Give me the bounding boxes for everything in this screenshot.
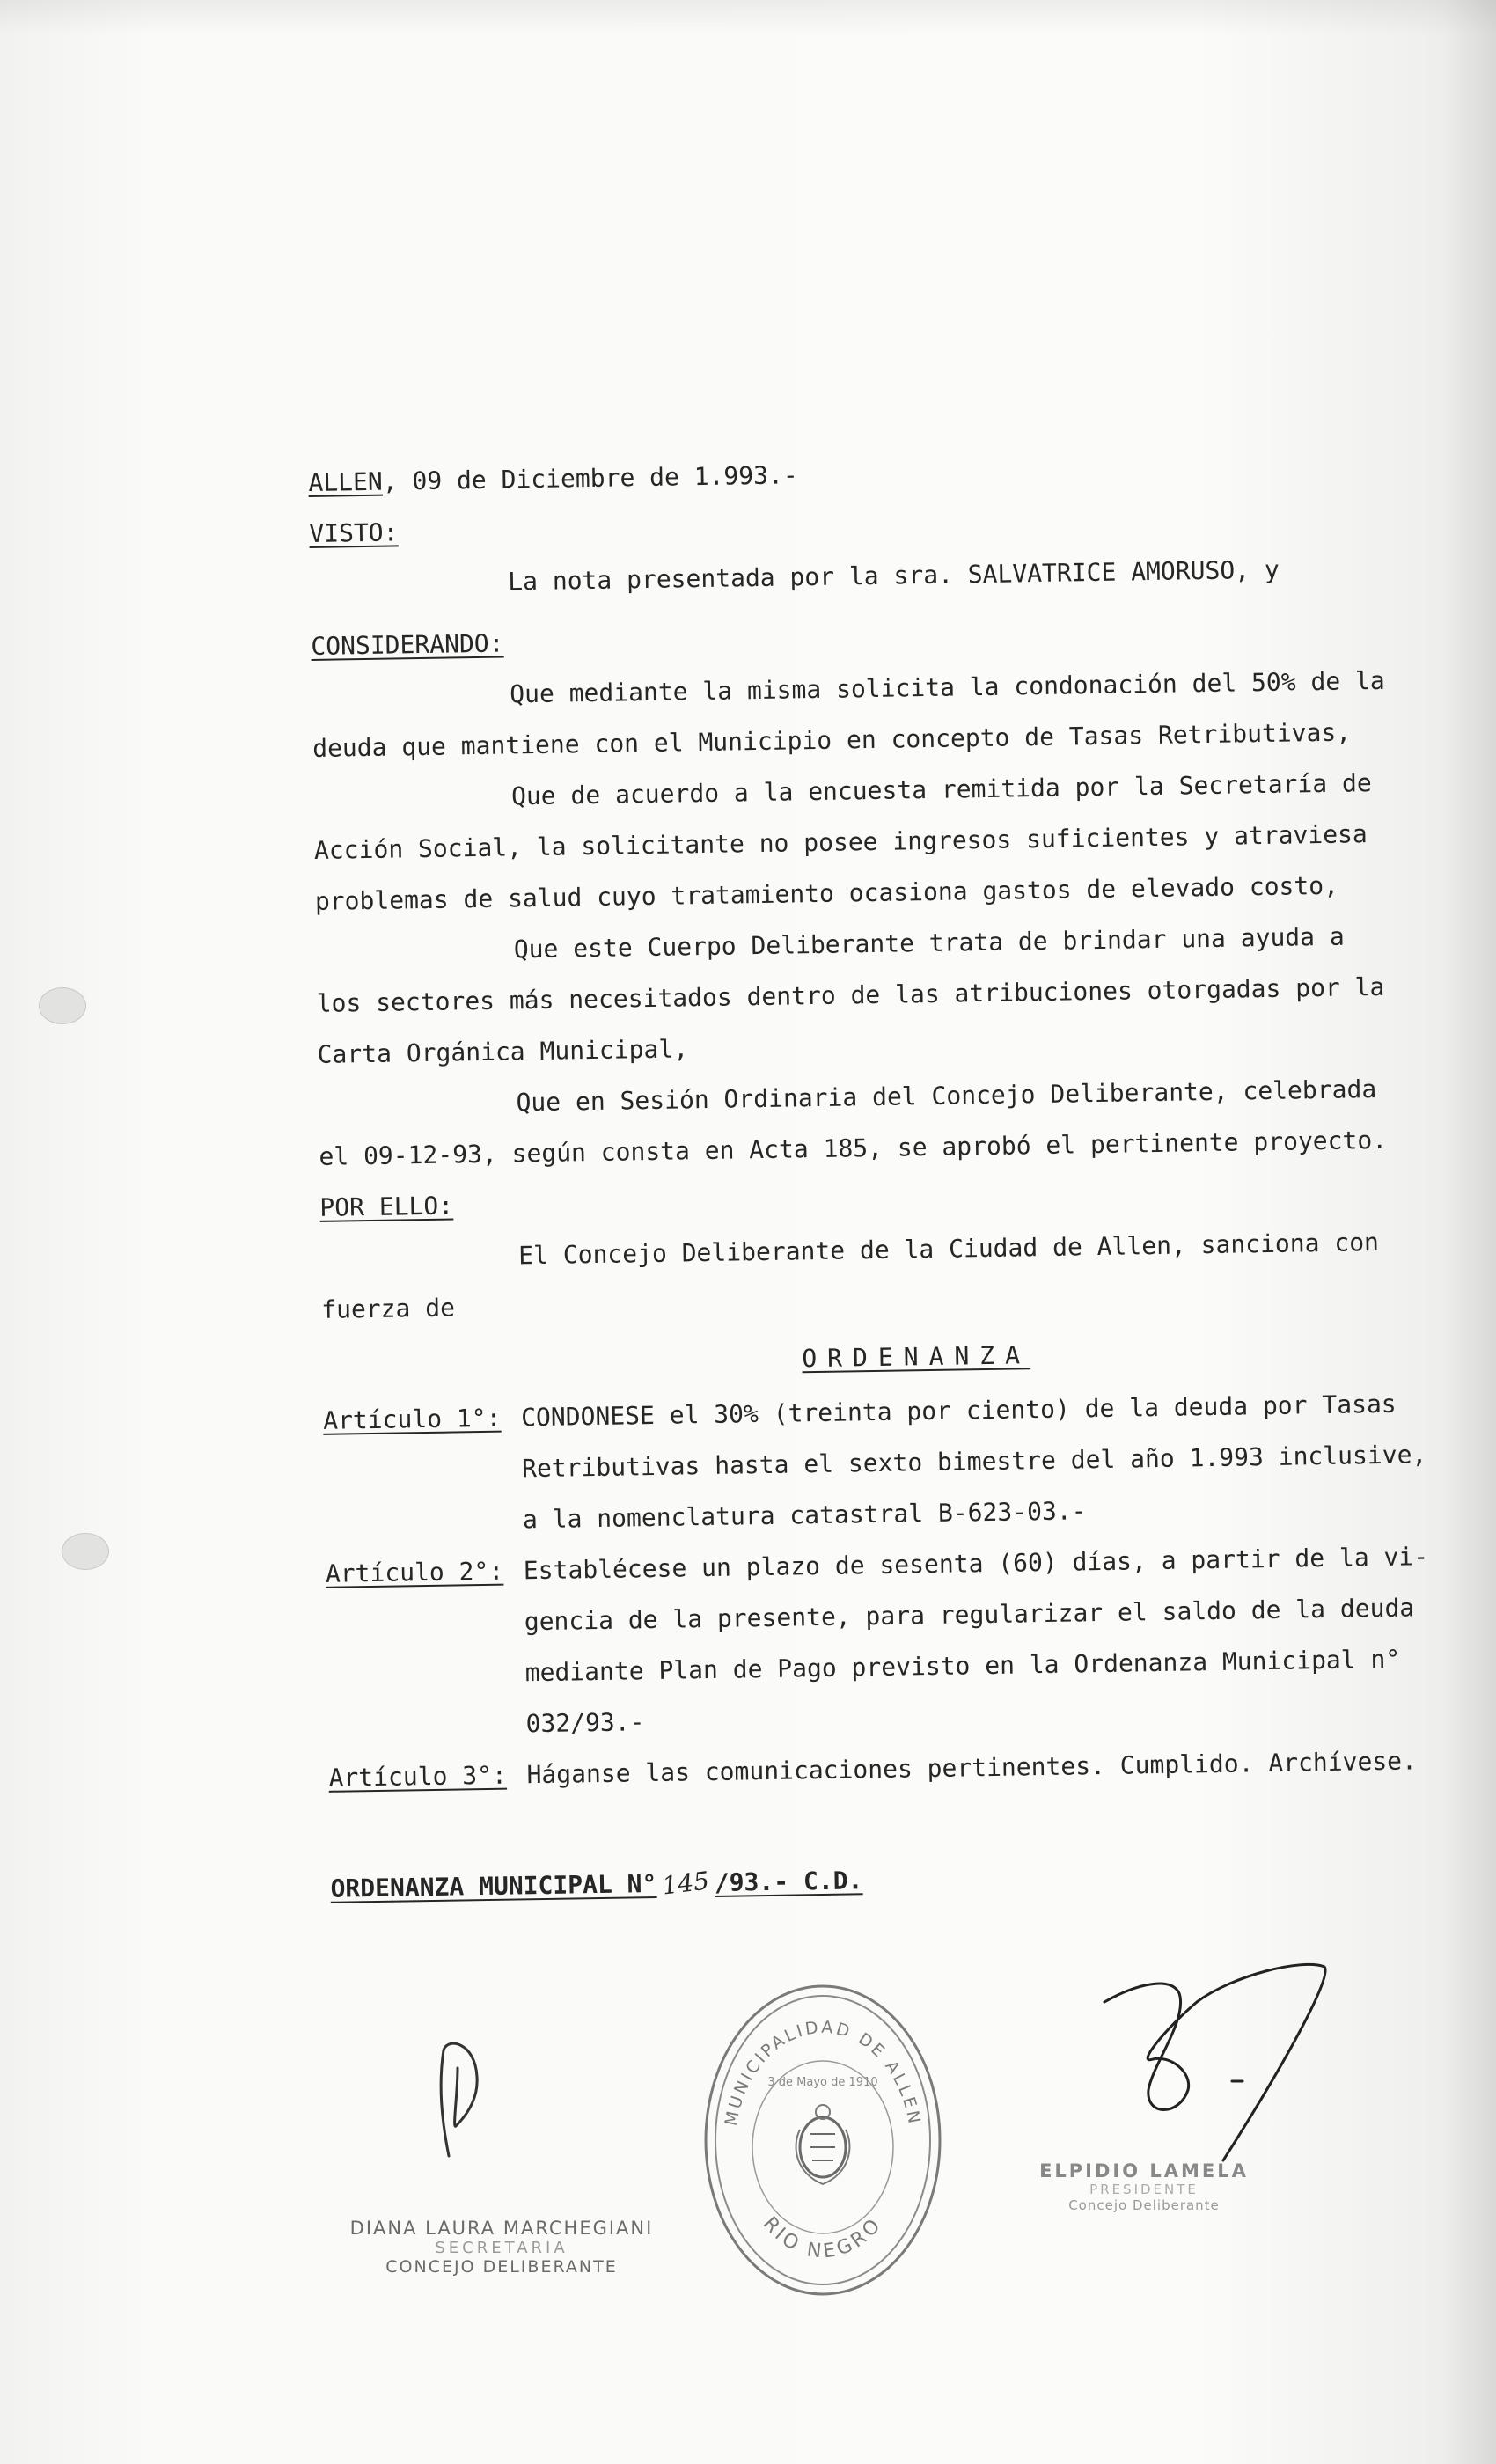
considerando-line-2: deuda que mantiene con el Municipio en concepto de Tasas Retributivas, xyxy=(312,717,1352,763)
secretary-name: DIANA LAURA MARCHEGIANI xyxy=(349,2218,654,2239)
considerando-line-4: Acción Social, la solicitante no posee ingresos suficientes y atraviesa xyxy=(313,819,1368,865)
considerando-line-3: Que de acuerdo a la encuesta remitida por la Secretaría de xyxy=(510,768,1372,811)
article-2-label xyxy=(325,1545,524,1600)
ordinance-body xyxy=(308,441,1429,1915)
article-1-body xyxy=(521,1378,1428,1545)
punch-hole-upper xyxy=(39,987,86,1024)
seal-bottom-text: RIO NEGRO xyxy=(758,2212,888,2263)
por-ello-line-1: El Concejo Deliberante de la Ciudad de Allen, sanciona con xyxy=(518,1227,1380,1271)
coat-of-arms-icon xyxy=(796,2105,850,2184)
article-1-line-3: a la nomenclatura catastral B-623-03.- xyxy=(522,1496,1087,1535)
article-2-line-1: Establécese un plazo de sesenta (60) días, a partir de la vi- xyxy=(523,1542,1429,1586)
scan-edge-right xyxy=(1443,0,1496,2464)
signature-scribble-left xyxy=(422,2033,502,2165)
article-3-label-text: Artículo 3°: xyxy=(328,1760,508,1793)
president-name: ELPIDIO LAMELA xyxy=(1039,2160,1249,2182)
ordinance-reference xyxy=(330,1846,1413,1914)
article-1-line-2: Retributivas hasta el sexto bimestre del año 1.993 inclusive, xyxy=(521,1440,1427,1484)
considerando-label: CONSIDERANDO: xyxy=(311,628,504,661)
president-org: Concejo Deliberante xyxy=(1068,2197,1220,2213)
considerando-line-8: Carta Orgánica Municipal, xyxy=(317,1034,689,1069)
secretary-org: CONCEJO DELIBERANTE xyxy=(385,2257,618,2277)
ordinance-ref-suffix: /93.- C.D. xyxy=(714,1866,863,1897)
ordinance-heading-text: ORDENANZA xyxy=(802,1340,1031,1374)
article-1 xyxy=(322,1379,1427,1549)
date-rest: , 09 de Diciembre de 1.993.- xyxy=(382,460,798,496)
por-ello-line-2: fuerza de xyxy=(320,1293,456,1324)
date-place: ALLEN xyxy=(308,466,383,497)
article-1-label xyxy=(323,1392,522,1447)
ordinance-ref-number: 145 xyxy=(660,1866,711,1901)
considerando-line-10: el 09-12-93, según consta en Acta 185, se aprobó el pertinente proyecto. xyxy=(319,1125,1388,1171)
scan-edge-top xyxy=(0,0,1496,35)
considerando-line-7: los sectores más necesitados dentro de las atribuciones otorgadas por la xyxy=(316,972,1385,1018)
secretary-role: SECRETARIA xyxy=(435,2239,568,2257)
signature-scribble-right xyxy=(1100,1949,1338,2169)
considerando-line-9: Que en Sesión Ordinaria del Concejo Deliberante, celebrada xyxy=(516,1074,1377,1118)
por-ello-label: POR ELLO: xyxy=(319,1191,454,1222)
article-2-line-2: gencia de la presente, para regularizar el saldo de la deuda xyxy=(524,1593,1415,1637)
considerando-line-5: problemas de salud cuyo tratamiento ocasiona gastos de elevado costo, xyxy=(314,870,1339,916)
ordinance-ref-prefix: ORDENANZA MUNICIPAL N° xyxy=(330,1868,657,1903)
municipal-seal xyxy=(700,1980,946,2301)
article-1-line-1: CONDONESE el 30% (treinta por ciento) de la deuda por Tasas xyxy=(520,1389,1397,1433)
seal-top-text: MUNICIPALIDAD DE ALLEN xyxy=(721,2017,925,2128)
visto-label: VISTO: xyxy=(309,517,399,548)
visto-text: La nota presentada por la sra. SALVATRICE AMORUSO, y xyxy=(507,554,1280,597)
signature-block-president xyxy=(1012,2160,1276,2213)
article-2-label-text: Artículo 2°: xyxy=(325,1556,504,1588)
president-role: PRESIDENTE xyxy=(1089,2182,1199,2197)
seal-inner-text: 3 de Mayo de 1910 xyxy=(767,2076,878,2089)
punch-hole-lower xyxy=(62,1533,109,1570)
article-3-line-1: Háganse las comunicaciones pertinentes. Cumplido. Archívese. xyxy=(526,1746,1418,1790)
article-2-line-4: 032/93.- xyxy=(525,1707,645,1739)
article-3-label xyxy=(328,1749,527,1804)
article-2-line-3: mediante Plan de Pago previsto en la Ordenanza Municipal n° xyxy=(524,1644,1401,1688)
signature-block-secretary xyxy=(334,2218,669,2277)
svg-text:RIO NEGRO xyxy=(759,2213,887,2263)
svg-text:MUNICIPALIDAD DE ALLEN xyxy=(722,2018,925,2128)
considerando-line-1: Que mediante la misma solicita la condonación del 50% de la xyxy=(509,665,1385,709)
article-2 xyxy=(325,1532,1429,1753)
article-2-body xyxy=(523,1531,1431,1749)
considerando-line-6: Que este Cuerpo Deliberante trata de brindar una ayuda a xyxy=(513,921,1345,964)
article-1-label-text: Artículo 1°: xyxy=(322,1403,502,1435)
